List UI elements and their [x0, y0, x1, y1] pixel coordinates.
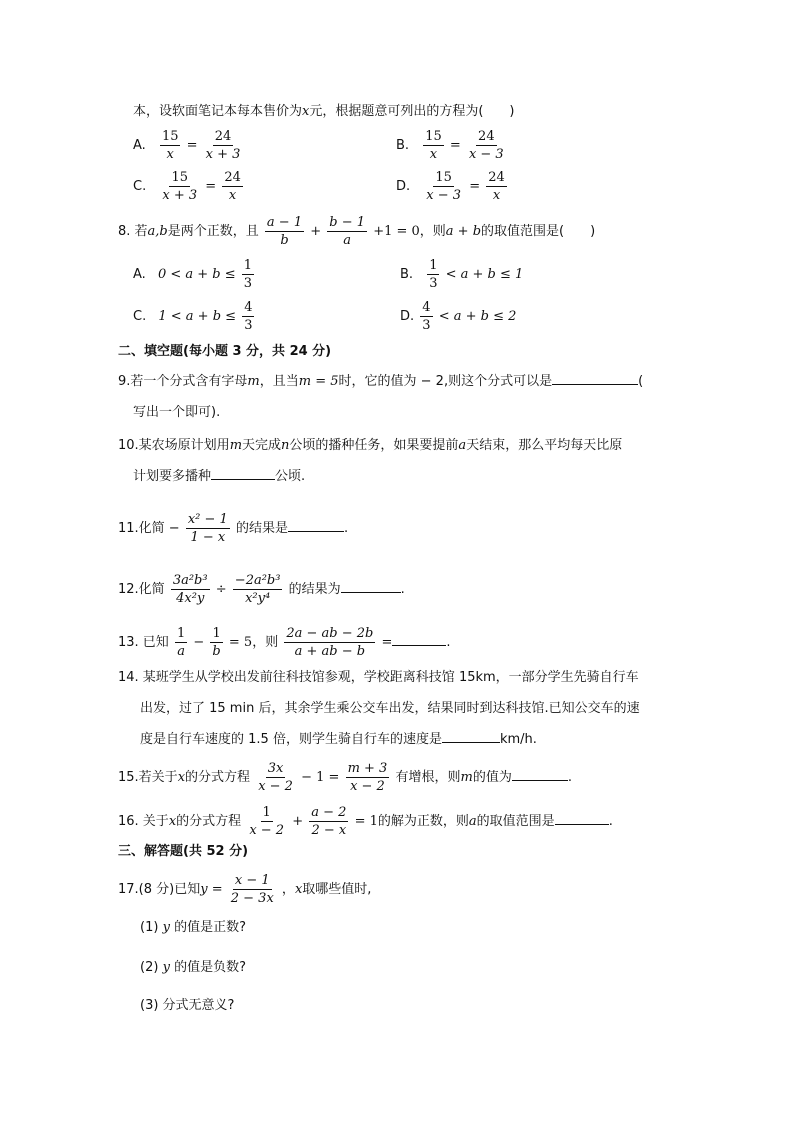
text-fragment: 4	[244, 300, 253, 315]
text-fragment: b	[280, 233, 289, 248]
fraction	[423, 129, 444, 162]
text-fragment: 13. 已知	[118, 635, 169, 650]
q16-answer-blank	[555, 812, 609, 825]
fraction	[265, 215, 304, 248]
text-fragment: 11.化简 −	[118, 521, 180, 536]
text-fragment: 24	[478, 129, 495, 144]
text-fragment: 15.若关于	[118, 770, 178, 785]
text-fragment: x − 3	[468, 147, 504, 162]
text-fragment: 24	[488, 170, 505, 185]
text-fragment: 3x	[267, 761, 284, 776]
text-fragment: 2 − x	[311, 823, 347, 838]
q10-line1	[118, 436, 622, 456]
text-fragment: ，且当	[259, 374, 299, 389]
text-fragment: 4	[422, 300, 431, 315]
text-fragment: 15	[171, 170, 189, 185]
text-fragment: −2a²b³	[234, 573, 281, 588]
fraction	[242, 258, 254, 291]
text-fragment: 1	[262, 805, 271, 820]
text-fragment: n	[281, 438, 290, 453]
text-fragment: B.	[396, 138, 410, 153]
text-fragment: a	[343, 233, 352, 248]
q15	[118, 761, 572, 794]
text-fragment: a − 2	[311, 805, 347, 820]
fraction	[160, 170, 199, 203]
text-fragment: a	[177, 644, 185, 659]
text-fragment: x + 3	[162, 188, 198, 203]
text-fragment: 3a²b³	[172, 573, 208, 588]
text-fragment: < a + b ≤ 2	[438, 309, 517, 324]
fraction	[186, 512, 230, 545]
text-fragment: x	[429, 147, 438, 162]
q7-option-b	[396, 129, 508, 162]
text-fragment: B.	[400, 267, 414, 282]
text-fragment: 3	[243, 276, 253, 291]
q14-line2: 出发，过了 15 min 后，其余学生乘公交车出发，结果同时到达科技馆.已知公交车的速	[140, 701, 640, 716]
text-fragment: = 1	[354, 814, 378, 829]
q12	[118, 573, 405, 606]
text-fragment: a	[468, 814, 477, 829]
text-fragment: 0 < a + b ≤	[157, 267, 236, 282]
text-fragment: 16. 关于	[118, 814, 169, 829]
text-fragment: x − 1	[234, 873, 270, 888]
text-fragment: < a + b ≤ 1	[445, 267, 524, 282]
text-fragment: 度是自行车速度的 1.5 倍，则学生骑自行车的速度是	[140, 732, 442, 747]
text-fragment: a + ab − b	[294, 644, 366, 659]
text-fragment: =	[381, 635, 393, 650]
text-fragment: a,b	[147, 224, 168, 239]
text-fragment: 的值是负数?	[174, 960, 246, 975]
text-fragment: 15	[435, 170, 452, 185]
text-fragment: = 5	[228, 635, 253, 650]
fraction	[229, 873, 276, 906]
q13-answer-blank	[392, 633, 446, 646]
q9-line2: 写出一个即可).	[133, 405, 221, 420]
q14-answer-blank	[442, 730, 500, 743]
text-fragment: 的值为	[472, 770, 512, 785]
text-fragment: x	[294, 882, 303, 897]
text-fragment: D.	[396, 179, 411, 194]
text-fragment: 计划要多播种	[133, 469, 212, 484]
q7-option-a	[133, 129, 244, 162]
text-fragment: x	[177, 770, 186, 785]
text-fragment: .	[567, 770, 572, 785]
text-fragment: x − 2	[350, 779, 385, 794]
text-fragment: b	[212, 644, 221, 659]
text-fragment: 的分式方程	[185, 770, 251, 785]
text-fragment: 24	[214, 129, 232, 144]
fraction	[247, 805, 286, 838]
text-fragment: y =	[200, 882, 223, 897]
text-fragment: 元，根据题意可列出的方程为( )	[309, 104, 515, 119]
text-fragment: x − 2	[258, 779, 293, 794]
text-fragment: .	[343, 521, 349, 536]
text-fragment: 的解为正数，则	[377, 814, 469, 829]
text-fragment: y	[162, 920, 170, 935]
text-fragment: km/h.	[499, 732, 537, 747]
text-fragment: 1	[176, 626, 186, 641]
text-fragment: m	[229, 438, 243, 453]
q16	[118, 805, 613, 838]
text-fragment: x	[492, 188, 501, 203]
text-fragment: 17.(8 分)已知	[118, 882, 201, 897]
q14-line1: 14. 某班学生从学校出发前往科技馆参观，学校距离科技馆 15km，一部分学生先骑自行车	[118, 670, 639, 685]
q17-part3: (3) 分式无意义?	[140, 998, 235, 1013]
text-fragment: 的结果是	[235, 521, 288, 536]
q12-answer-blank	[341, 580, 401, 593]
q7-option-d	[396, 170, 509, 203]
fraction	[424, 170, 463, 203]
text-fragment: 4x²y	[176, 591, 205, 606]
text-fragment: 的取值范围是	[476, 814, 555, 829]
text-fragment: x − 2	[249, 823, 285, 838]
q10-answer-blank	[211, 467, 275, 480]
q8-option-b	[400, 258, 523, 291]
fraction	[284, 626, 375, 659]
q8-stem	[118, 215, 595, 248]
text-fragment: 本，设软面笔记本每本售价为	[133, 104, 303, 119]
fraction	[309, 805, 348, 838]
text-fragment: C.	[133, 309, 147, 324]
q9-line1	[118, 372, 643, 392]
text-fragment: .	[608, 814, 613, 829]
text-fragment: 3	[429, 276, 438, 291]
q7-option-c	[133, 170, 245, 203]
text-fragment: 15	[161, 129, 179, 144]
text-fragment: b − 1	[329, 215, 366, 230]
text-fragment: 2a − ab − 2b	[286, 626, 374, 641]
text-fragment: a + b	[445, 224, 482, 239]
fraction	[467, 129, 506, 162]
text-fragment: (2)	[140, 960, 159, 975]
fraction	[346, 761, 390, 794]
q11-answer-blank	[288, 519, 344, 532]
text-fragment: 1 − x	[190, 530, 226, 545]
fraction	[175, 626, 187, 659]
text-fragment: +	[310, 224, 322, 239]
text-fragment: a	[458, 438, 467, 453]
text-fragment: m	[247, 374, 260, 389]
text-fragment: 的值是正数?	[174, 920, 246, 935]
text-fragment: 15	[425, 129, 442, 144]
text-fragment: m	[460, 770, 473, 785]
fraction	[427, 258, 439, 291]
text-fragment: A.	[133, 267, 146, 282]
q17-part1	[140, 918, 246, 938]
q17-part2	[140, 958, 246, 978]
text-fragment: 1 < a + b ≤	[158, 309, 237, 324]
text-fragment: m = 5	[298, 374, 339, 389]
fraction	[327, 215, 367, 248]
fraction	[420, 300, 432, 333]
fraction	[160, 129, 181, 162]
text-fragment: C.	[133, 179, 147, 194]
text-fragment: +	[292, 814, 304, 829]
text-fragment: 是两个正数，且	[167, 224, 259, 239]
text-fragment: − 1 =	[301, 770, 340, 785]
text-fragment: 8. 若	[118, 224, 148, 239]
text-fragment: x	[168, 814, 177, 829]
text-fragment: a − 1	[266, 215, 303, 230]
text-fragment: +1 = 0	[373, 224, 420, 239]
text-fragment: 的结果为	[288, 582, 341, 597]
text-fragment: 的分式方程	[176, 814, 242, 829]
text-fragment: x − 3	[426, 188, 462, 203]
text-fragment: 公顷.	[275, 469, 306, 484]
text-fragment: x	[228, 188, 237, 203]
text-fragment: −	[193, 635, 205, 650]
text-fragment: x²y⁴	[245, 591, 271, 606]
q11	[118, 512, 348, 545]
text-fragment: x² − 1	[187, 512, 228, 527]
q8-option-a	[133, 258, 256, 291]
text-fragment: y	[162, 960, 170, 975]
fraction	[204, 129, 243, 162]
text-fragment: =	[469, 179, 481, 194]
text-fragment: 公顷的播种任务，如果要提前	[289, 438, 459, 453]
q8-option-c	[133, 300, 256, 333]
q15-answer-blank	[512, 768, 568, 781]
text-fragment: =	[449, 138, 461, 153]
fraction	[222, 170, 243, 203]
q8-option-d	[400, 300, 516, 333]
text-fragment: 取哪些值时,	[302, 882, 372, 897]
fraction	[171, 573, 210, 606]
text-fragment: 1	[212, 626, 221, 641]
text-fragment: 1	[243, 258, 253, 273]
text-fragment: ，则	[419, 224, 446, 239]
text-fragment: (	[638, 374, 644, 389]
text-fragment: =	[205, 179, 217, 194]
q9-answer-blank	[552, 372, 638, 385]
fraction	[486, 170, 507, 203]
text-fragment: 的取值范围是( )	[481, 224, 596, 239]
fraction	[233, 573, 283, 606]
text-fragment: 9.若一个分式含有字母	[118, 374, 248, 389]
fraction	[242, 300, 254, 333]
section-2-title: 二、填空题(每小题 3 分，共 24 分)	[118, 344, 332, 359]
text-fragment: (1)	[140, 920, 159, 935]
text-fragment: .	[400, 582, 405, 597]
text-fragment: 10.某农场原计划用	[118, 438, 230, 453]
text-fragment: m + 3	[347, 761, 388, 776]
text-fragment: 天完成	[242, 438, 282, 453]
text-fragment: 3	[244, 318, 253, 333]
text-fragment: x	[166, 147, 174, 162]
text-fragment: 有增根，则	[395, 770, 461, 785]
text-fragment: 3	[422, 318, 431, 333]
text-fragment: 2 − 3x	[230, 891, 274, 906]
q13	[118, 626, 451, 659]
text-fragment: ，	[281, 882, 295, 897]
text-fragment: =	[186, 138, 198, 153]
text-fragment: 天结束，那么平均每天比原	[466, 438, 623, 453]
fraction	[256, 761, 295, 794]
text-fragment: 12.化简	[118, 582, 165, 597]
text-fragment: 24	[224, 170, 241, 185]
text-fragment: 时，它的值为 − 2,则这个分式可以是	[338, 374, 553, 389]
text-fragment: ÷	[215, 582, 227, 597]
text-fragment: D.	[400, 309, 415, 324]
q7-stem	[133, 102, 515, 122]
section-3-title: 三、解答题(共 52 分)	[118, 844, 249, 859]
q17-stem	[118, 873, 371, 906]
text-fragment: x + 3	[205, 147, 241, 162]
q10-line2	[133, 467, 305, 487]
q14-line3	[140, 730, 537, 750]
text-fragment: 1	[429, 258, 438, 273]
text-fragment: A.	[133, 138, 146, 153]
text-fragment: x	[302, 104, 310, 119]
text-fragment: .	[446, 635, 451, 650]
fraction	[210, 626, 222, 659]
text-fragment: ，则	[252, 635, 279, 650]
